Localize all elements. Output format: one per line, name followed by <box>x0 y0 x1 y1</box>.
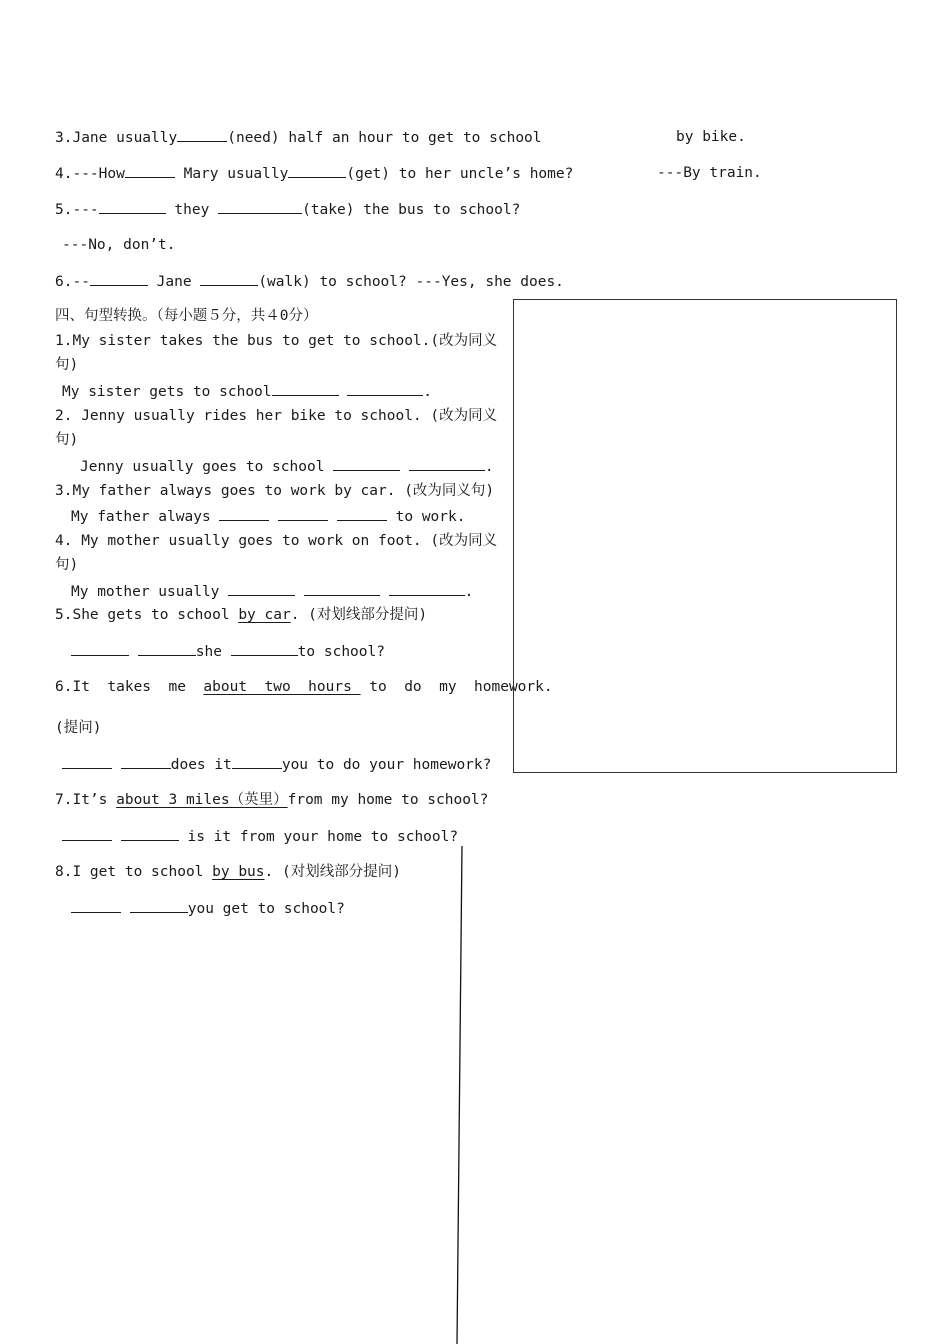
question-number: 5. <box>55 202 73 218</box>
question-number: 4. <box>55 166 73 182</box>
answer-text: you get to school? <box>187 901 345 917</box>
item-2-prompt-cont: 句) <box>55 432 79 448</box>
answer-text: Jenny usually goes to school <box>80 459 325 475</box>
question-3-tail: by bike. <box>676 129 746 145</box>
answer-text: My sister gets to school <box>62 384 272 400</box>
question-text: ---How <box>72 166 125 182</box>
prompt-text: from my home to school? <box>287 792 489 808</box>
answer-text: you to do your homework? <box>281 757 492 773</box>
item-4-prompt: 4. My mother usually goes to work on foot. (改为同义 <box>55 533 498 549</box>
answer-text: does it <box>170 757 232 773</box>
answer-text: is it from your home to school? <box>187 829 459 845</box>
question-text: to school? <box>319 274 407 290</box>
question-text: Jane <box>156 274 192 290</box>
question-text: Mary usually <box>183 166 289 182</box>
item-4-prompt-cont: 句) <box>55 557 79 573</box>
answer-text: she <box>195 644 222 660</box>
verb-hint: (need) <box>227 130 280 146</box>
item-6-prompt-cont: (提问) <box>55 720 102 736</box>
prompt-text: . (对划线部分提问) <box>264 864 401 880</box>
item-3-prompt: 3.My father always goes to work by car. (改为同义句) <box>55 483 495 499</box>
prompt-text: . (对划线部分提问) <box>290 607 428 623</box>
answer-text: My father always <box>71 509 211 525</box>
answer-text: My mother usually <box>71 584 220 600</box>
item-2-answer: Jenny usually goes to school . <box>80 456 494 477</box>
question-text: to her uncle’s home? <box>398 166 574 182</box>
question-text: --- <box>72 202 99 218</box>
answer-text: to work. <box>395 509 466 525</box>
question-answer: ---Yes, she does. <box>415 274 564 290</box>
underlined-phrase: about two hours <box>203 679 361 695</box>
question-text: -- <box>72 274 90 290</box>
question-number: 3. <box>55 130 73 146</box>
underlined-phrase: by bus <box>212 864 265 880</box>
question-number: 6. <box>55 274 73 290</box>
underlined-phrase: by car <box>238 607 291 623</box>
question-text: half an hour to get to school <box>288 130 542 146</box>
verb-hint: (take) <box>302 202 355 218</box>
question-text: the bus to school? <box>363 202 521 218</box>
verb-hint: (walk) <box>258 274 311 290</box>
prompt-text: 6.It takes me <box>55 679 204 695</box>
item-1-prompt-cont: 句) <box>55 357 79 373</box>
item-4-answer: My mother usually . <box>71 581 473 602</box>
item-2-prompt: 2. Jenny usually rides her bike to school. (改为同义 <box>55 408 498 424</box>
answer-text: to school? <box>297 644 385 660</box>
verb-hint: (get) <box>346 166 391 182</box>
item-1-answer: My sister gets to school . <box>62 381 432 402</box>
prompt-text: 8.I get to school <box>55 864 213 880</box>
item-1-prompt: 1.My sister takes the bus to get to school.(改为同义 <box>55 333 498 349</box>
prompt-text: 5.She gets to school <box>55 607 239 623</box>
prompt-text: 7.It’s <box>55 792 117 808</box>
question-text: they <box>174 202 210 218</box>
prompt-text: to do my homework. <box>360 679 553 695</box>
question-4-answer: ---By train. <box>657 165 762 181</box>
section-heading: 四、句型转换。（每小题５分，共４0分） <box>55 308 318 324</box>
underlined-phrase: about 3 miles（英里） <box>116 792 288 808</box>
question-5-answer: ---No, don’t. <box>62 237 176 253</box>
question-text: Jane usually <box>72 130 178 146</box>
